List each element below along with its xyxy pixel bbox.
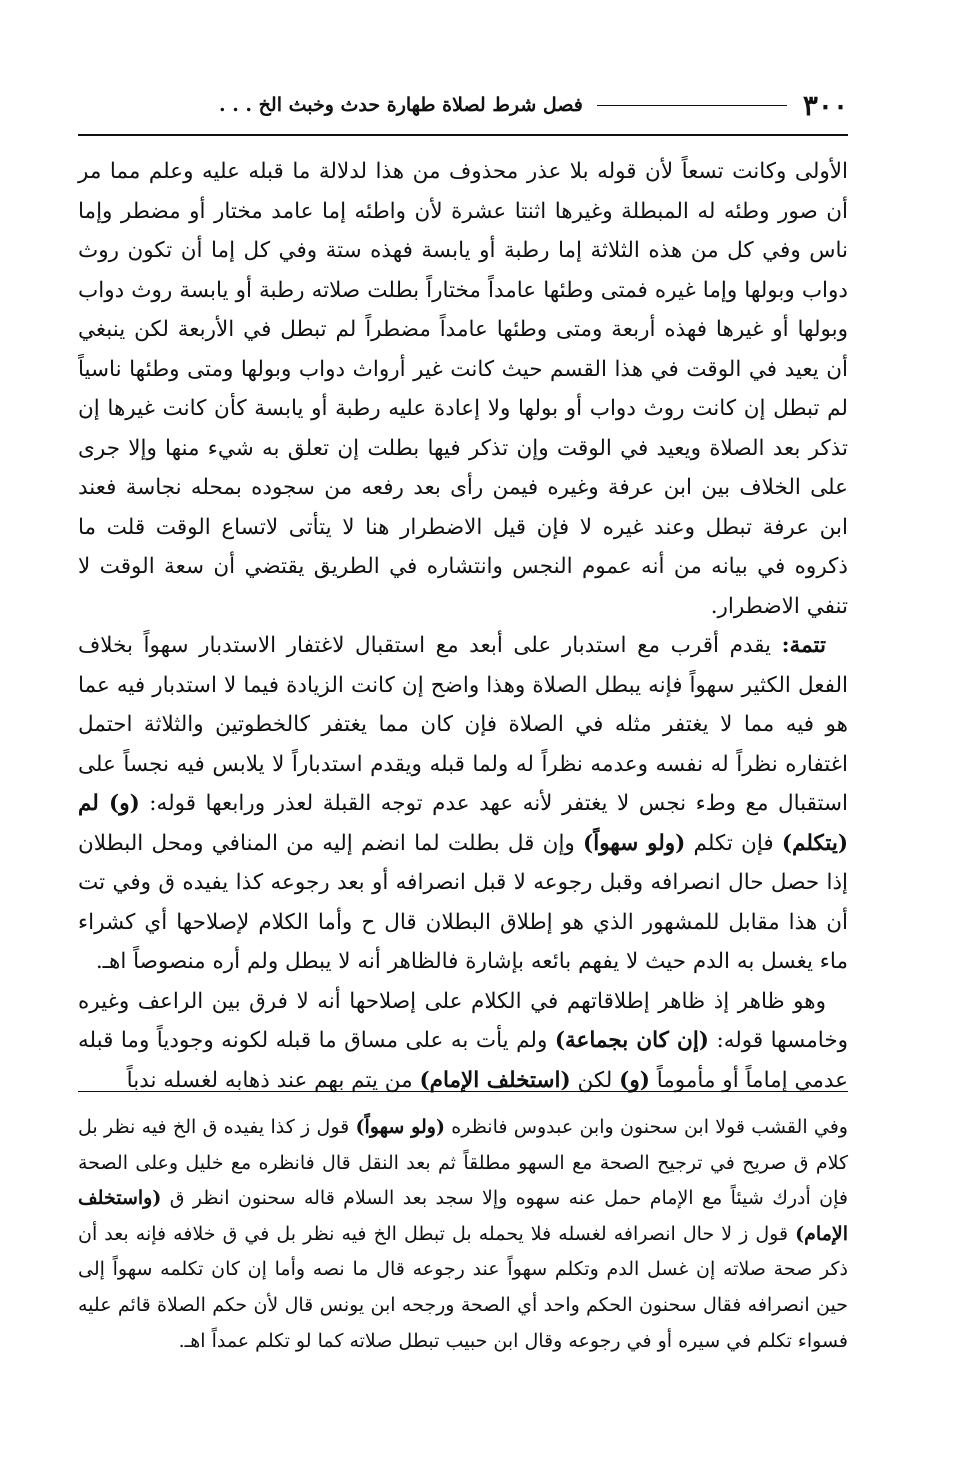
footnote-text-c: قول ز لا حال انصرافه لغسله فلا يحمله بل تبطل الخ فيه نظر بل في ق خلافه فإنه بعد أن ذكر صحة صلاته إن غسل الدم وتكلم سهواً عند رجوعه قال ما نصه وأما إن كان تكلمه سهواً إلى حين انصرافه فقال سحنون الحكم واحد أي الصحة ورجحه ابن يونس قال لأن حكم الصلاة قائم عليه فسواء تكلم في سيره أو في رجوعه وقال ابن حبيب تبطل صلاته كما لو تكلم عمداً اهـ. <box>78 1222 848 1352</box>
paragraph-1 <box>78 152 848 626</box>
page-number: ٣٠٠ <box>802 88 848 122</box>
matn-quote: (ولو سهواً) <box>355 1116 445 1138</box>
header-title-rule <box>597 105 787 106</box>
main-text <box>78 152 848 1100</box>
footnote-text-a: وفي القشب قولا ابن سحنون وابن عبدوس فانظره <box>451 1116 848 1138</box>
paragraph-3 <box>78 982 848 1101</box>
footnote <box>78 1110 848 1359</box>
matn-quote: (إن كان بجماعة) <box>554 1028 709 1053</box>
paragraph-3-text-c: لكن <box>577 1067 613 1093</box>
book-page <box>78 86 849 1352</box>
matn-quote: (ولو سهواً) <box>583 830 686 856</box>
page-header <box>78 86 848 124</box>
paragraph-2-text-a: يقدم أقرب مع استدبار على أبعد مع استقبال لاغتفار الاستدبار سهواً بخلاف الفعل الكثير سهواً فإنه يبطل الصلاة وهذا واضح إن كانت الزيادة فيما لا استدبار فيه عما هو فيه مما لا يغتفر مثله في الصلاة فإن كان مما يغتفر كالخطوتين والثلاثة احتمل اغتفاره نظراً له نفسه وعدمه نظراً له ولما قبله ويقدم استدباراً لا يلابس فيه نجساً على استقبال مع وطء نجس لا يغتفر لأنه عهد عدم توجه القبلة لعذر ورابعها قوله: <box>78 633 849 816</box>
paragraph-3-text-d: من يتم بهم عند ذهابه لغسله ندباً <box>126 1067 413 1093</box>
paragraph-2 <box>78 626 848 982</box>
paragraph-1-text: الأولى وكانت تسعاً لأن قوله بلا عذر محذوف من هذا لدلالة ما قبله عليه وعلم مما مر أن صور وطئه له المبطلة وغيرها اثنتا عشرة لأن واطئه إما عامد مختار أو مضطر وإما ناس وفي كل من هذه الثلاثة إما رطبة أو يابسة فهذه ستة وفي كل إما أن تكون روث دواب وبولها وإما غيره فمتى وطئها عامداً مختاراً بطلت صلاته رطبة أو يابسة روث دواب وبولها أو غيرها فهذه أربعة ومتى وطئها عامداً مضطراً لم تبطل في الأربعة لكن ينبغي أن يعيد في الوقت في هذا القسم حيث كانت غير أرواث دواب وبولها ومتى وطئها ناسياً لم تبطل إن كانت روث دواب أو بولها ولا إعادة عليه رطبة أو يابسة كأن كانت غيرها إن تذكر بعد الصلاة ويعيد في الوقت وإن تذكر فيها بطلت إن تعلق به شيء منها وإلا جرى على الخلاف بين ابن عرفة وغيره فيمن رأى بعد رفعه من سجوده بمحله نجاسة فعند ابن عرفة تبطل وعند غيره لا فإن قيل الاضطرار هنا لا يتأتى لاتساع الوقت قلت ما ذكروه في بيانه من أنه عموم النجس وانتشاره في الطريق يقتضي أن سعة الوقت لا تنفي الاضطرار. <box>78 159 848 619</box>
header-divider <box>78 134 848 136</box>
paragraph-3-text-a: وهو ظاهر إذ ظاهر إطلاقاتهم في الكلام على إصلاحها أنه لا فرق بين الراعف وغيره وخامسها قوله: <box>78 988 849 1053</box>
running-title: فصل شرط لصلاة طهارة حدث وخبث الخ . . . <box>218 94 583 116</box>
footnote-text-b: قول ز كذا يفيده ق الخ فيه نظر بل كلام ق صريح في ترجيح الصحة مع السهو مطلقاً ثم بعد النقل قال فانظره مع خليل وعلى الصحة فإن أدرك شيئاً مع الإمام حمل عنه سهوه وإلا سجد بعد السلام قاله سحنون انظر ق <box>78 1116 848 1210</box>
footnote-divider <box>78 1091 848 1092</box>
matn-quote: (واستخلف الإمام) <box>78 1187 848 1245</box>
matn-quote: (و) لم (يتكلم) <box>78 791 848 856</box>
matn-quote: (و) <box>619 1067 650 1093</box>
paragraph-2-text-c: وإن قل بطلت لما انضم إليه من المنافي ومحل البطلان إذا حصل حال انصرافه وقبل رجوعه لا قبل انصرافه أو بعد رجوعه كذا يفيده ق وفي تت أن هذا مقابل للمشهور الذي هو إطلاق البطلان قال ح وأما الكلام لإصلاحها أي كشراء ماء يغسل به الدم حيث لا يفهم بائعه بإشارة فالظاهر أنه لا يبطل ولم أره منصوصاً اهـ. <box>78 830 848 974</box>
paragraph-2-text-b: فإن تكلم <box>693 830 774 856</box>
matn-quote: (استخلف الإمام) <box>419 1067 571 1093</box>
paragraph-3-text-b: ولم يأت به على مساق ما قبله لكونه وجودياً وما قبله عدمي إماماً أو مأموماً <box>78 1028 848 1093</box>
tatimma-label: تتمة: <box>781 633 826 658</box>
